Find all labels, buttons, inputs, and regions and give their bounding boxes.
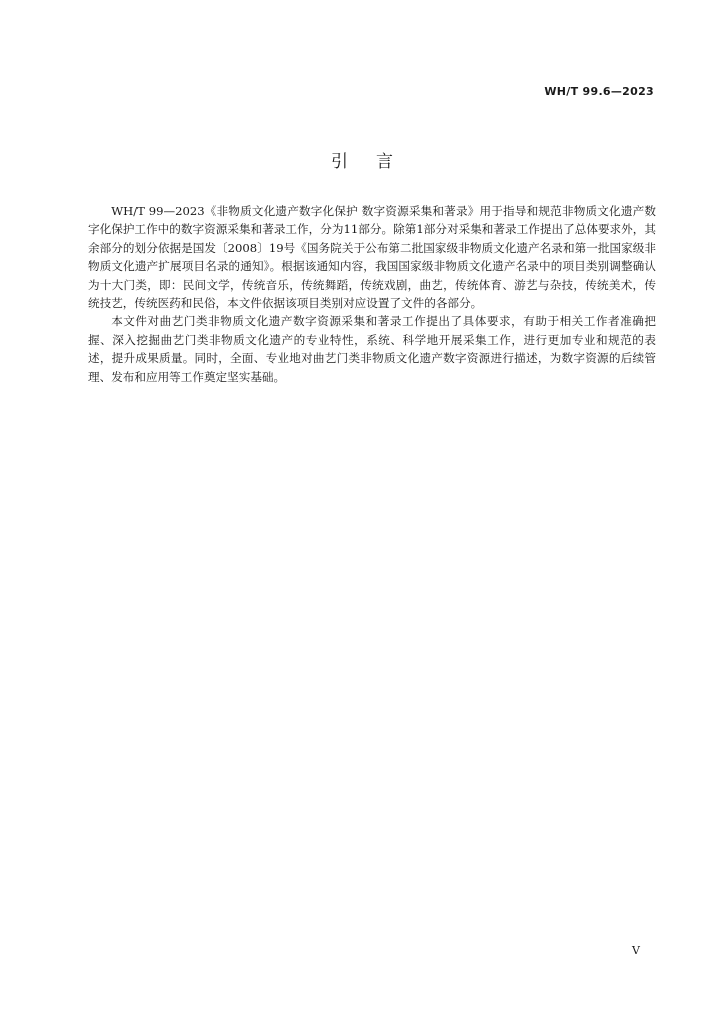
- document-number: WH/T 99.6—2023: [544, 85, 654, 98]
- body-text: [88, 202, 656, 386]
- page-title: 引言: [331, 152, 421, 172]
- page-number: V: [632, 944, 640, 957]
- paragraph-1: WH/T 99—2023《非物质文化遗产数字化保护 数字资源采集和著录》用于指导和规范非物质文化遗产数字化保护工作中的数字资源采集和著录工作，分为11部分。除第1部分对采集和著录工作提出了总体要求外，其余部分的划分依据是国发〔2008〕19号《国务院关于公布第二批国家级非物质文化遗产名录和第一批国家级非物质文化遗产扩展项目名录的通知》。根据该通知内容，我国国家级非物质文化遗产名录中的项目类别调整确认为十大门类，即：民间文学，传统音乐，传统舞蹈，传统戏剧，曲艺，传统体育、游艺与杂技，传统美术，传统技艺，传统医药和民俗，本文件依据该项目类别对应设置了文件的各部分。: [88, 204, 656, 311]
- paragraph-2: 本文件对曲艺门类非物质文化遗产数字资源采集和著录工作提出了具体要求，有助于相关工作者准确把握、深入挖掘曲艺门类非物质文化遗产的专业特性，系统、科学地开展采集工作，进行更加专业和规范的表述，提升成果质量。同时，全面、专业地对曲艺门类非物质文化遗产数字资源进行描述，为数字资源的后续管理、发布和应用等工作奠定坚实基础。: [88, 314, 656, 384]
